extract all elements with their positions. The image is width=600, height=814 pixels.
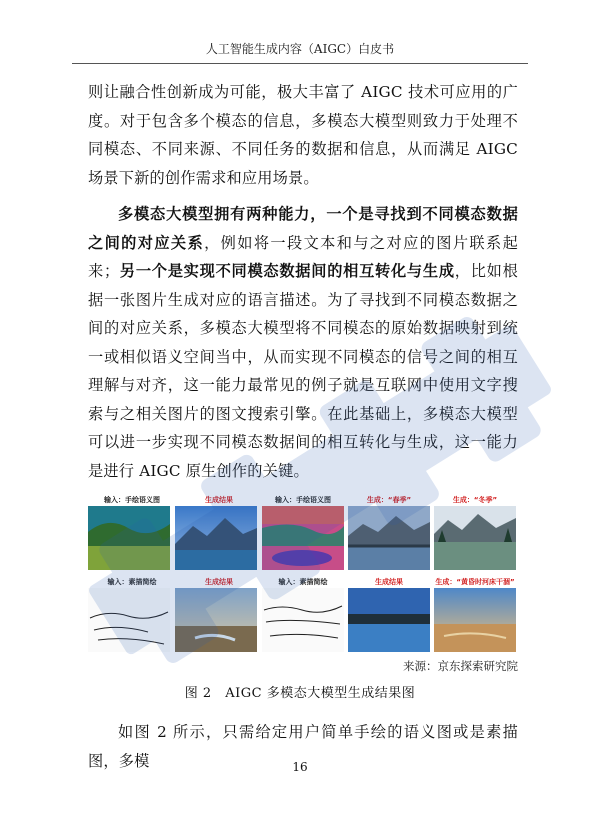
figure-caption: 图 2 AIGC 多模态大模型生成结果图 [184, 686, 416, 701]
figure-caption-r2c5: 生成：“黄昏时河床干涸” [435, 578, 515, 586]
figure-source: 来源：京东探索研究院 [403, 659, 518, 673]
figure-caption-r1c2: 生成结果 [205, 496, 233, 504]
figure-row-1 [88, 495, 518, 573]
generated-sketch-result-1 [175, 588, 257, 652]
paragraph-3: 如图 2 所示，只需给定用户简单手绘的语义图或是素描图，多模 [88, 723, 518, 770]
text-span-2: ，比如根据一张图片生成对应的语言描述。为了寻找到不同模态数据之间的对应关系，多模态大模型将不同模态的原始数据映射到统一或相似语义空间当中，从而实现不同模态的信号之间的相互理解与对齐，这一能力最常见的例子就是互联网中使用文字搜索与之相关图片的图文搜索引擎。在此基础上，多模态大模型可以进一步实现不同模态数据间的相互转化与生成，这一能力是进行 AIGC 原生创作的关键。 [88, 262, 518, 480]
figure-caption-r1c4: 生成：“春季” [366, 496, 412, 504]
sketch-image-2 [262, 588, 344, 652]
text-span-1: ，例如将一段文本和与之对应的图片联系起来； [88, 233, 518, 280]
sketch-image-1 [88, 588, 170, 652]
figure-caption-r2c2: 生成结果 [205, 578, 233, 586]
bold-phrase-1: 多模态大模型拥有两种能力，一个是寻找到不同模态数据之间的对应关系 [88, 205, 518, 252]
page-header: 人工智能生成内容（AIGC）白皮书 [72, 40, 528, 64]
page-number: 16 [292, 760, 308, 774]
paragraph-1: 则让融合性创新成为可能，极大丰富了 AIGC 技术可应用的广度。对于包含多个模态的信息，多模态大模型则致力于处理不同模态、不同来源、不同任务的数据和信息，从而满足 AIGC 场景下新的创作需求和应用场景。 [88, 83, 518, 187]
figure-caption-r2c4: 生成结果 [375, 578, 403, 586]
generated-spring-image [348, 506, 430, 570]
figure-caption-r1c3: 输入：手绘语义图 [275, 496, 331, 504]
bold-phrase-2: 另一个是实现不同模态数据间的相互转化与生成 [119, 262, 455, 280]
figure-row-2 [88, 577, 518, 655]
figure-caption-r2c1: 输入：素描简绘 [107, 578, 157, 586]
semantic-map-image-1 [88, 506, 170, 570]
generated-dusk-riverbed-image [434, 588, 516, 652]
figure-caption-r1c5: 生成：“冬季” [452, 496, 498, 504]
figure-caption-r1c1: 输入：手绘语义图 [104, 496, 160, 504]
generated-landscape-image-1 [175, 506, 257, 570]
paragraph-2 [88, 200, 518, 485]
generated-sketch-result-2 [348, 588, 430, 652]
figure-caption-r2c3: 输入：素描简绘 [278, 578, 328, 586]
generated-winter-image [434, 506, 516, 570]
figure-2 [88, 495, 518, 655]
semantic-map-image-2 [262, 506, 344, 570]
